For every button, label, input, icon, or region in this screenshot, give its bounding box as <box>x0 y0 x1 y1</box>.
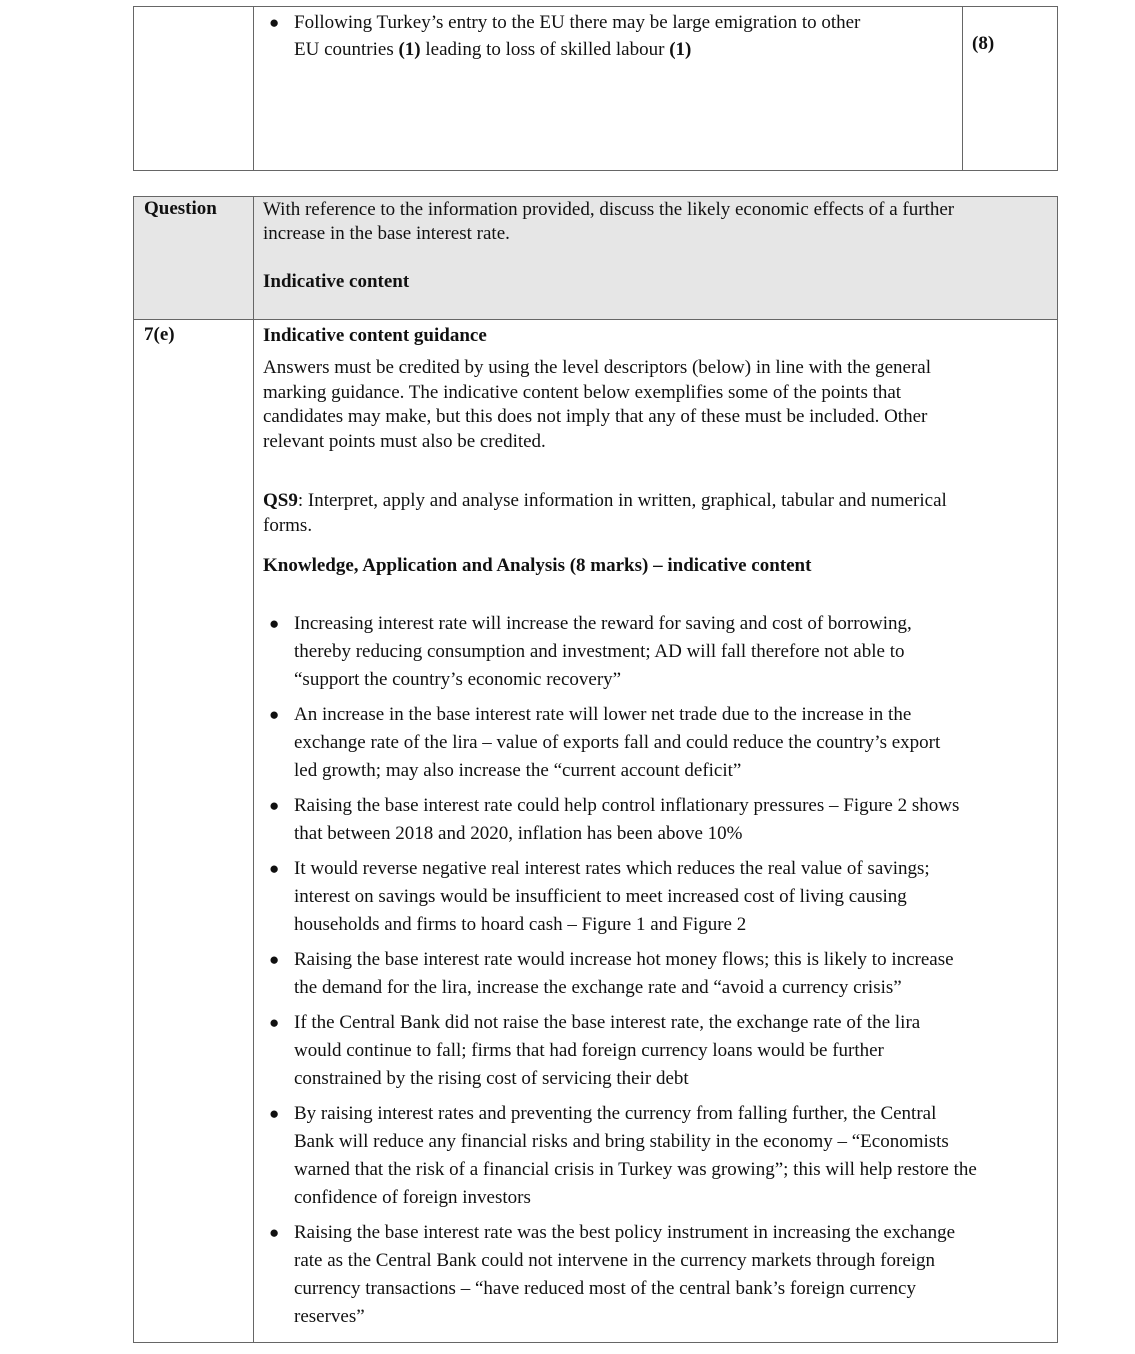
bullet-icon: ● <box>269 1223 280 1242</box>
indicative-bullet <box>263 701 977 785</box>
qs9-line: forms. <box>263 514 313 536</box>
guidance-heading: Indicative content guidance <box>263 325 487 346</box>
qs9-line: : Interpret, apply and analyse information in written, graphical, tabular and numerical <box>297 490 947 511</box>
bullet-icon: ● <box>269 796 280 815</box>
bullet-line: An increase in the base interest rate will lower net trade due to the increase in the <box>294 704 912 725</box>
indicative-bullet <box>263 1219 977 1331</box>
indicative-bullet <box>263 792 977 848</box>
question-label: Question <box>144 198 217 219</box>
qs9-label: QS9 <box>263 490 298 511</box>
bullet-icon: ● <box>269 1013 280 1032</box>
bullet-line: warned that the risk of a financial crisis in Turkey was growing”; this will help restore the <box>294 1159 977 1180</box>
guidance-line: Answers must be credited by using the level descriptors (below) in line with the general <box>263 357 931 378</box>
bullet-line: the demand for the lira, increase the exchange rate and “avoid a currency crisis” <box>294 977 902 998</box>
indicative-bullet <box>263 1100 977 1212</box>
bullet-text: EU countries <box>294 39 399 60</box>
question-text <box>263 198 954 246</box>
bullet-line: interest on savings would be insufficient to meet increased cost of living causing <box>294 886 907 907</box>
bullet-line <box>294 9 1135 36</box>
question-number: 7(e) <box>144 324 175 345</box>
bullet-icon: ● <box>269 705 280 724</box>
indicative-bullet <box>263 610 977 694</box>
column-divider <box>253 6 254 171</box>
bullet-line: rate as the Central Bank could not intervene in the currency markets through foreign <box>294 1250 936 1271</box>
bullet-line: Raising the base interest rate could help control inflationary pressures – Figure 2 shows <box>294 795 960 816</box>
bullet-line: thereby reducing consumption and investment; AD will fall therefore not able to <box>294 641 905 662</box>
guidance-line: relevant points must also be credited. <box>263 430 546 452</box>
indicative-bullet <box>263 1009 977 1093</box>
bullet-line: exchange rate of the lira – value of exports fall and could reduce the country’s export <box>294 732 941 753</box>
question-line: With reference to the information provided, discuss the likely economic effects of a further <box>263 199 955 220</box>
qs9-paragraph <box>263 489 947 538</box>
bullet-line: led growth; may also increase the “current account deficit” <box>294 760 742 781</box>
bullet-line: Raising the base interest rate would increase hot money flows; this is likely to increase <box>294 949 954 970</box>
kaa-heading: Knowledge, Application and Analysis (8 marks) – indicative content <box>263 555 812 576</box>
indicative-content-heading: Indicative content <box>263 271 410 292</box>
bullet-line: confidence of foreign investors <box>294 1187 531 1208</box>
bullet-line: “support the country’s economic recovery” <box>294 669 622 690</box>
mark-allocation: (1) <box>398 39 421 60</box>
bullet-line: If the Central Bank did not raise the base interest rate, the exchange rate of the lira <box>294 1012 921 1033</box>
bullet-icon: ● <box>269 859 280 878</box>
mark-allocation: (1) <box>669 39 692 60</box>
indicative-bullet <box>263 946 977 1002</box>
indicative-bullet <box>263 855 977 939</box>
bullet-line: By raising interest rates and preventing the currency from falling further, the Central <box>294 1103 937 1124</box>
bullet-emigration <box>263 9 1135 63</box>
bullet-icon: ● <box>269 13 280 32</box>
bullet-icon: ● <box>269 1104 280 1123</box>
bullet-line: It would reverse negative real interest rates which reduces the real value of savings; <box>294 858 930 879</box>
bullet-line: Raising the base interest rate was the best policy instrument in increasing the exchange <box>294 1222 956 1243</box>
bullet-line: reserves” <box>294 1306 365 1327</box>
bullet-text: leading to loss of skilled labour <box>420 39 670 60</box>
guidance-line: candidates may make, but this does not imply that any of these must be included. Other <box>263 406 928 427</box>
guidance-paragraph <box>263 356 931 454</box>
question-line: increase in the base interest rate. <box>263 223 510 244</box>
column-divider <box>253 196 254 1343</box>
marks-value: (8) <box>972 33 995 54</box>
bullet-line: Bank will reduce any financial risks and bring stability in the economy – “Economists <box>294 1131 949 1152</box>
bullet-line <box>294 36 1135 63</box>
bullet-icon: ● <box>269 950 280 969</box>
bullet-line: currency transactions – “have reduced most of the central bank’s foreign currency <box>294 1278 916 1299</box>
bullet-line: Increasing interest rate will increase the reward for saving and cost of borrowing, <box>294 613 912 634</box>
bullet-text: Following Turkey’s entry to the EU there may be large emigration to other <box>294 12 861 33</box>
guidance-line: marking guidance. The indicative content below exemplifies some of the points that <box>263 381 902 403</box>
indicative-bullet-list <box>263 610 977 1338</box>
bullet-icon: ● <box>269 614 280 633</box>
bullet-line: that between 2018 and 2020, inflation has been above 10% <box>294 823 743 844</box>
row-divider <box>133 319 1058 320</box>
bullet-line: households and firms to hoard cash – Figure 1 and Figure 2 <box>294 914 747 935</box>
bullet-line: constrained by the rising cost of servicing their debt <box>294 1068 689 1089</box>
bullet-line: would continue to fall; firms that had foreign currency loans would be further <box>294 1040 884 1061</box>
